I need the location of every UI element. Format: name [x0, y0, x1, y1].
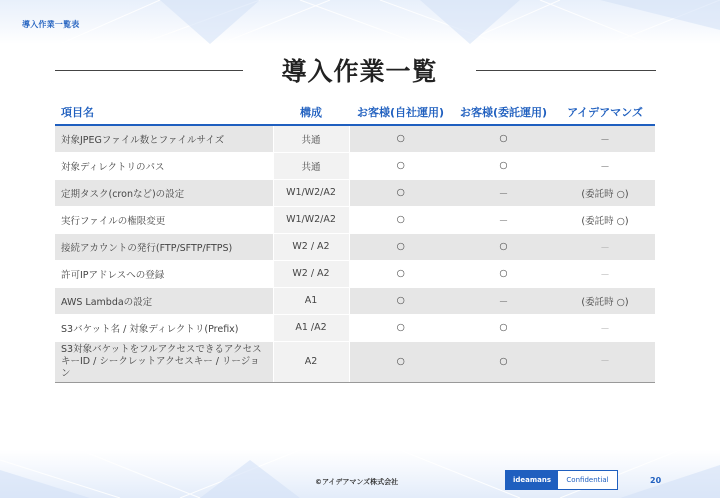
- header-decoration: [0, 0, 720, 44]
- row-self: ○: [349, 260, 452, 287]
- row-item-name: 定期タスク(cronなど)の設定: [55, 179, 273, 206]
- row-self: ○: [349, 179, 452, 206]
- row-ideamans: (委託時 ○): [555, 206, 655, 233]
- row-self: ○: [349, 314, 452, 341]
- row-kosei: 共通: [273, 152, 349, 179]
- table-row: [55, 341, 655, 382]
- table-row: [55, 206, 655, 233]
- row-outsourced: －: [452, 287, 555, 314]
- column-header-kosei: 構成: [273, 99, 349, 125]
- row-outsourced: ○: [452, 152, 555, 179]
- table-row: [55, 233, 655, 260]
- row-self: ○: [349, 287, 452, 314]
- row-kosei: W2 / A2: [273, 260, 349, 287]
- row-kosei: W2 / A2: [273, 233, 349, 260]
- table-row: [55, 314, 655, 341]
- row-item-name: AWS Lambdaの設定: [55, 287, 273, 314]
- row-ideamans: －: [555, 341, 655, 382]
- row-outsourced: ○: [452, 233, 555, 260]
- row-ideamans: －: [555, 314, 655, 341]
- row-kosei: A1: [273, 287, 349, 314]
- row-ideamans: (委託時 ○): [555, 287, 655, 314]
- row-self: ○: [349, 125, 452, 152]
- row-item-name: 許可IPアドレスへの登録: [55, 260, 273, 287]
- page-title: 導入作業一覧: [281, 57, 438, 86]
- column-header-customer-self: お客様(自社運用): [349, 99, 452, 125]
- column-header-item: 項目名: [55, 99, 273, 125]
- row-self: ○: [349, 152, 452, 179]
- footer-brand: ideamans: [506, 471, 558, 489]
- row-outsourced: ○: [452, 314, 555, 341]
- table-row: [55, 287, 655, 314]
- table-row: [55, 260, 655, 287]
- row-ideamans: －: [555, 260, 655, 287]
- row-outsourced: ○: [452, 341, 555, 382]
- row-ideamans: －: [555, 233, 655, 260]
- breadcrumb: 導入作業一覧表: [22, 20, 80, 29]
- table-row: [55, 179, 655, 206]
- table-row: [55, 152, 655, 179]
- row-outsourced: －: [452, 206, 555, 233]
- footer-confidential-box: [505, 470, 618, 490]
- row-item-name: 対象JPEGファイル数とファイルサイズ: [55, 125, 273, 152]
- row-kosei: A1 /A2: [273, 314, 349, 341]
- row-kosei: 共通: [273, 125, 349, 152]
- row-ideamans: －: [555, 125, 655, 152]
- footer-confidential-label: Confidential: [558, 471, 617, 489]
- header-band: [0, 0, 720, 44]
- row-outsourced: ○: [452, 260, 555, 287]
- row-item-name: 対象ディレクトリのパス: [55, 152, 273, 179]
- row-ideamans: (委託時 ○): [555, 179, 655, 206]
- row-item-name: 接続アカウントの発行(FTP/SFTP/FTPS): [55, 233, 273, 260]
- page-number: 20: [650, 476, 662, 485]
- title-divider-right: [476, 70, 656, 71]
- table-header-row: [55, 99, 655, 125]
- footer-company: ©アイデアマンズ株式会社: [315, 478, 399, 486]
- row-kosei: A2: [273, 341, 349, 382]
- table-row: [55, 125, 655, 152]
- row-item-name: 実行ファイルの権限変更: [55, 206, 273, 233]
- row-outsourced: ○: [452, 125, 555, 152]
- row-self: ○: [349, 233, 452, 260]
- row-item-name: S3対象バケットをフルアクセスできるアクセスキーID / シークレットアクセスキー / リージョン: [55, 341, 273, 382]
- row-kosei: W1/W2/A2: [273, 179, 349, 206]
- column-header-customer-outsourced: お客様(委託運用): [452, 99, 555, 125]
- row-self: ○: [349, 341, 452, 382]
- row-outsourced: －: [452, 179, 555, 206]
- setup-task-table: [55, 99, 655, 383]
- row-kosei: W1/W2/A2: [273, 206, 349, 233]
- row-self: ○: [349, 206, 452, 233]
- title-row: [0, 48, 720, 88]
- column-header-ideamans: アイデアマンズ: [555, 99, 655, 125]
- row-ideamans: －: [555, 152, 655, 179]
- title-divider-left: [55, 70, 243, 71]
- row-item-name: S3バケット名 / 対象ディレクトリ(Prefix): [55, 314, 273, 341]
